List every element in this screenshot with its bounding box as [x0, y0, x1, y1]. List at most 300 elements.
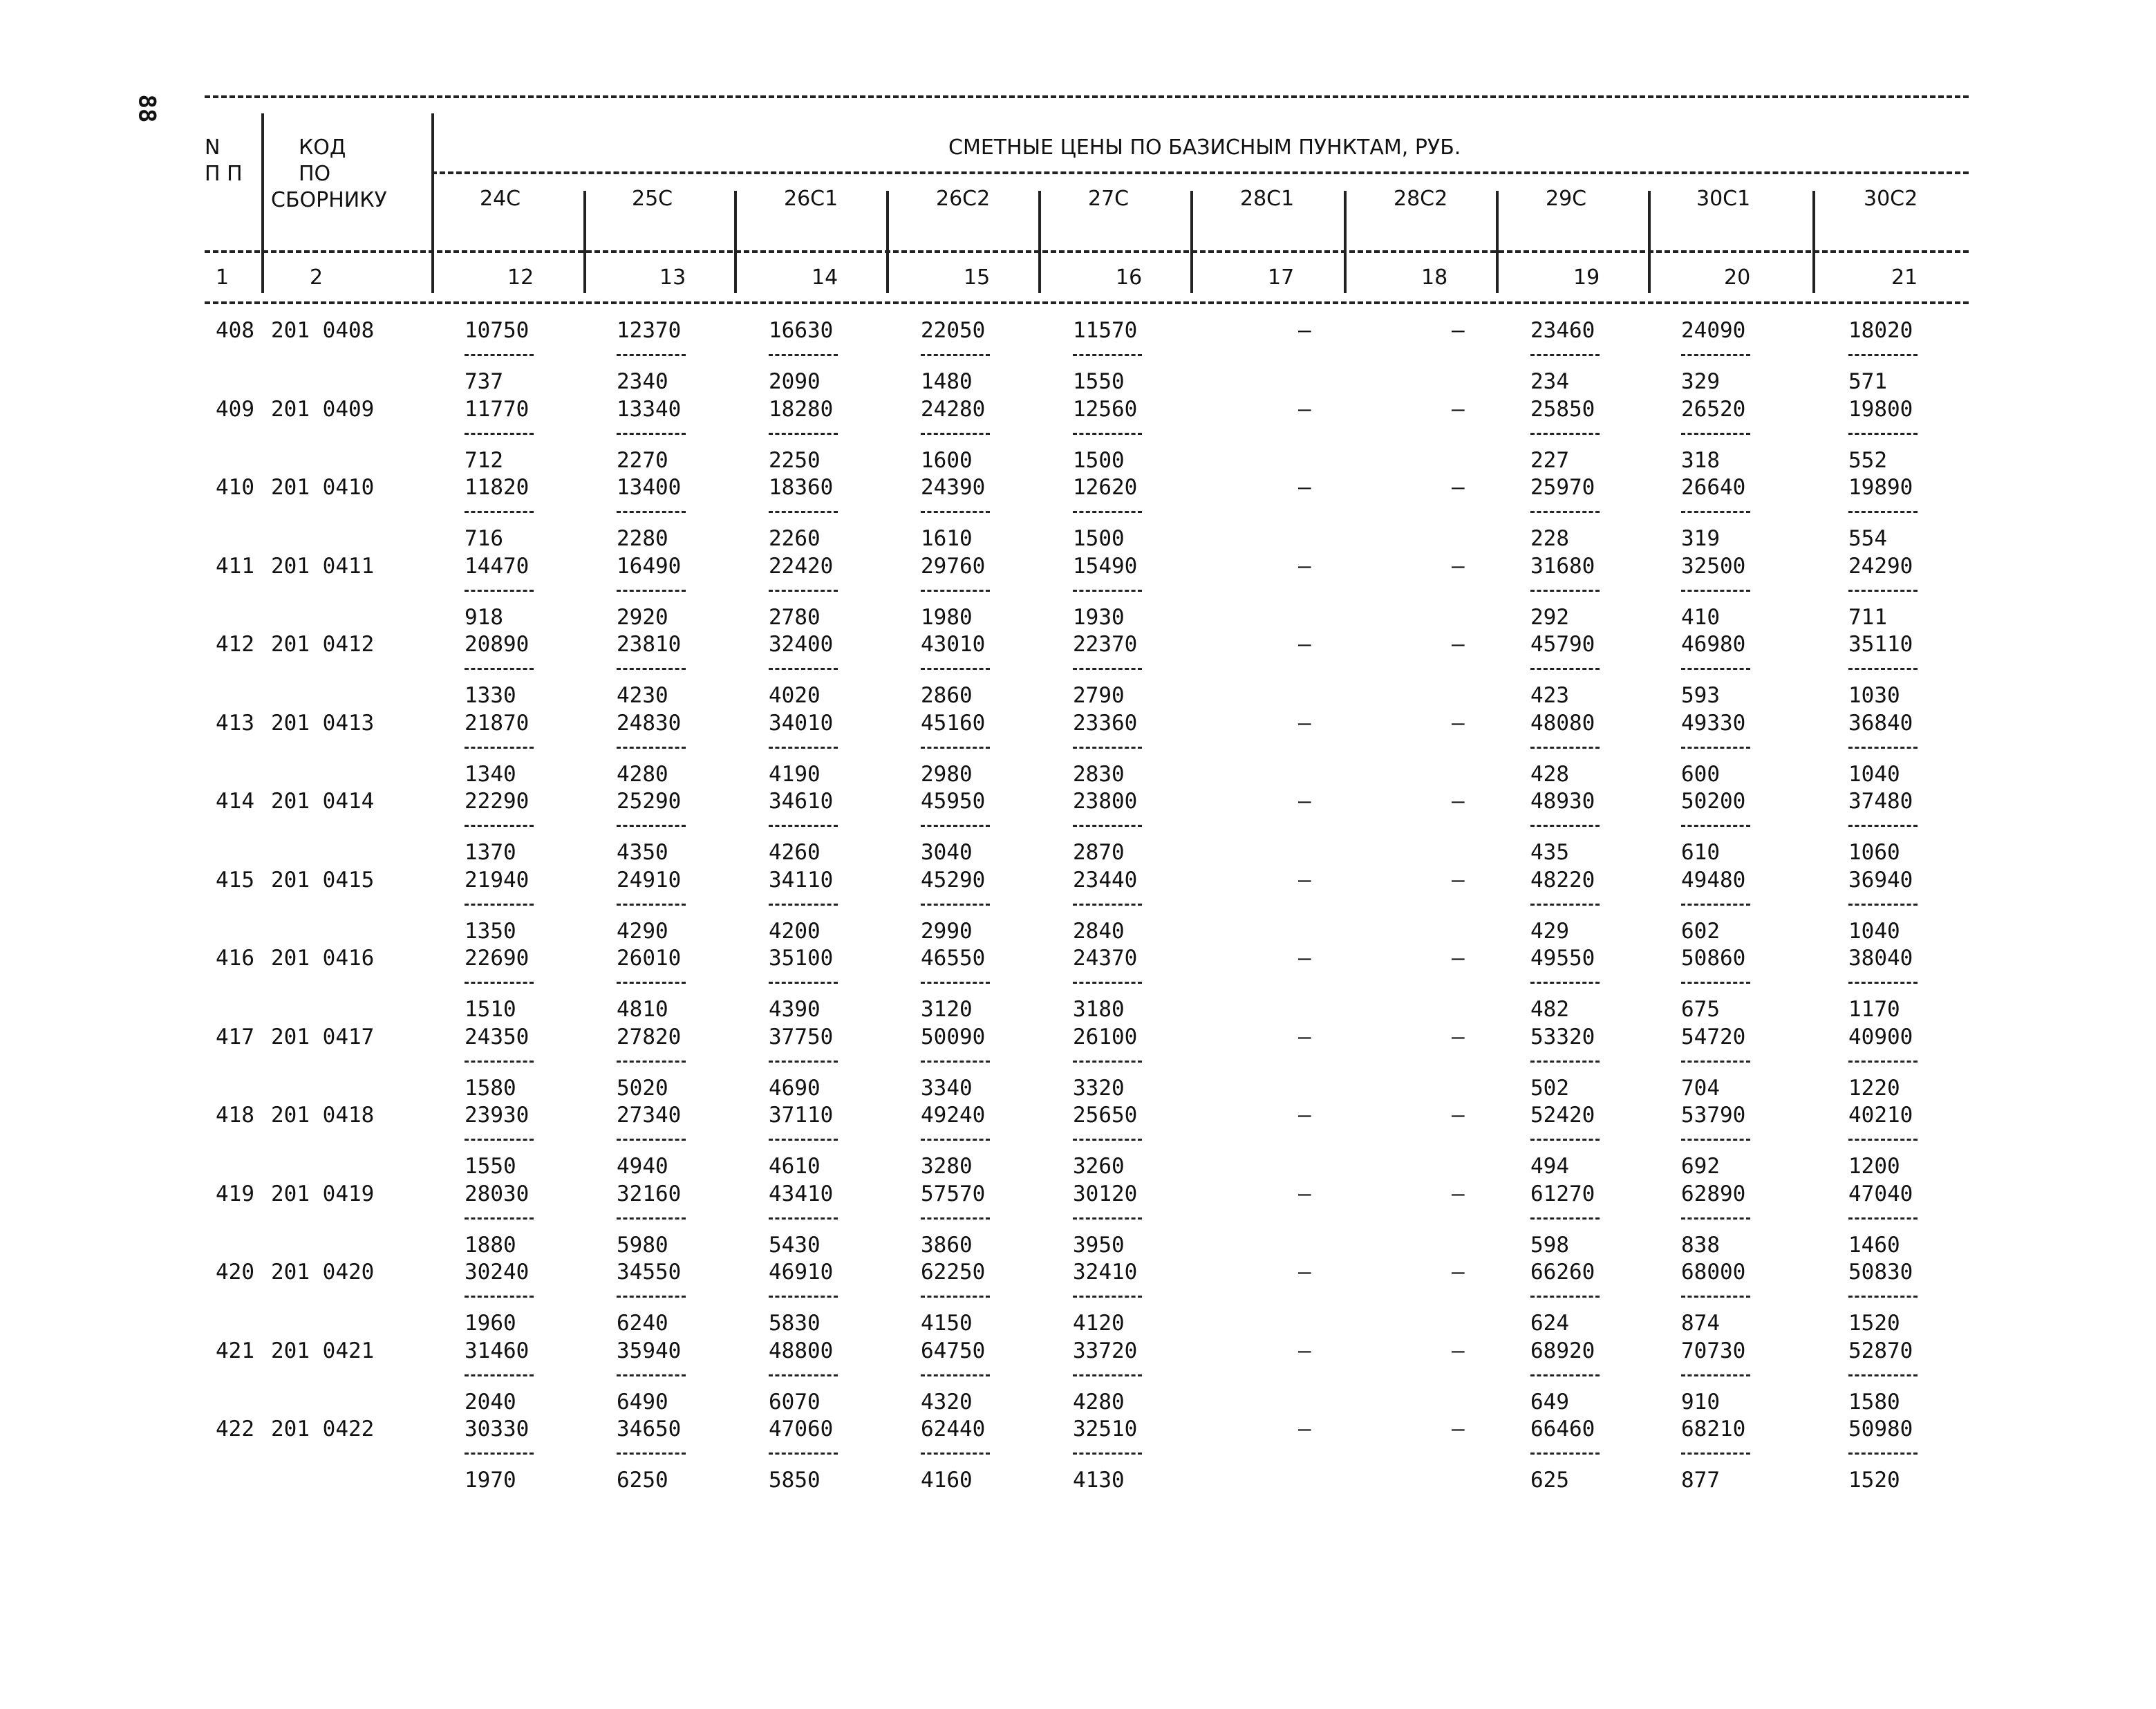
price-value: 21940 [465, 867, 529, 893]
sub-value: 5430 [769, 1232, 821, 1258]
fraction-rule [921, 1061, 990, 1063]
price-value: 70730 [1681, 1338, 1746, 1363]
row-code: 201 0408 [271, 318, 375, 343]
sub-value: 649 [1530, 1389, 1569, 1414]
column-number: 18 [1421, 265, 1448, 290]
sub-value: 1550 [1073, 369, 1125, 394]
price-value: 43410 [769, 1181, 834, 1206]
sub-value: 5020 [617, 1075, 668, 1101]
sub-value: 610 [1681, 840, 1720, 865]
sub-value: 4120 [1073, 1311, 1125, 1336]
row-code: 201 0416 [271, 946, 375, 971]
sub-value: 4130 [1073, 1468, 1125, 1493]
fraction-rule [769, 511, 838, 513]
fraction-rule [1530, 982, 1600, 984]
price-value: 22050 [921, 318, 986, 343]
sub-value: 1970 [465, 1468, 516, 1493]
fraction-rule [617, 1296, 686, 1298]
sub-value: 1060 [1848, 840, 1900, 865]
header-code-1: КОД [299, 136, 346, 160]
fraction-rule [1073, 668, 1142, 670]
price-dash: – [1298, 789, 1311, 814]
sub-value: 675 [1681, 997, 1720, 1022]
fraction-rule [1848, 1139, 1918, 1141]
fraction-rule [769, 1061, 838, 1063]
fraction-rule [1530, 433, 1600, 435]
row-code: 201 0422 [271, 1417, 375, 1441]
price-dash: – [1452, 475, 1465, 500]
price-value: 19890 [1848, 475, 1913, 500]
fraction-rule [617, 1217, 686, 1220]
price-value: 66260 [1530, 1260, 1595, 1285]
price-dash: – [1452, 553, 1465, 579]
sub-value: 4260 [769, 840, 821, 865]
sub-value: 3120 [921, 997, 973, 1022]
price-dash: – [1298, 318, 1311, 343]
fraction-rule [921, 1296, 990, 1298]
sub-value: 4690 [769, 1075, 821, 1101]
fraction-rule [769, 354, 838, 356]
row-number: 418 [216, 1103, 254, 1128]
price-value: 32410 [1073, 1260, 1138, 1285]
price-value: 52420 [1530, 1103, 1595, 1128]
price-value: 49480 [1681, 867, 1746, 893]
price-dash: – [1298, 1417, 1311, 1441]
fraction-rule [1848, 433, 1918, 435]
price-value: 45950 [921, 789, 986, 814]
fraction-rule [921, 904, 990, 906]
header-lower-rule [205, 250, 1969, 253]
sub-value: 1610 [921, 526, 973, 551]
column-number: 16 [1116, 265, 1143, 290]
fraction-rule [1848, 1061, 1918, 1063]
row-number: 421 [216, 1338, 254, 1363]
price-value: 26100 [1073, 1024, 1138, 1049]
sub-value: 1600 [921, 447, 973, 473]
sub-value: 423 [1530, 683, 1569, 708]
sub-value: 704 [1681, 1075, 1720, 1101]
price-value: 23800 [1073, 789, 1138, 814]
sub-value: 4230 [617, 683, 668, 708]
price-value: 25650 [1073, 1103, 1138, 1128]
header-top-rule [205, 95, 1969, 98]
price-value: 52870 [1848, 1338, 1913, 1363]
price-value: 49330 [1681, 710, 1746, 736]
sub-value: 711 [1848, 604, 1887, 630]
row-code: 201 0409 [271, 396, 375, 422]
fraction-rule [1073, 511, 1142, 513]
vbar-price [1344, 191, 1347, 293]
price-dash: – [1452, 789, 1465, 814]
sub-value: 600 [1681, 761, 1720, 787]
sub-value: 1510 [465, 997, 516, 1022]
fraction-rule [1681, 511, 1750, 513]
price-value: 30330 [465, 1417, 529, 1441]
price-value: 27820 [617, 1024, 682, 1049]
fraction-rule [1073, 1296, 1142, 1298]
price-value: 11770 [465, 396, 529, 422]
sub-value: 435 [1530, 840, 1569, 865]
fraction-rule [465, 1453, 534, 1455]
sub-value: 1520 [1848, 1468, 1900, 1493]
page-number: 88 [133, 94, 161, 123]
fraction-rule [465, 1296, 534, 1298]
price-value: 50980 [1848, 1417, 1913, 1441]
price-value: 64750 [921, 1338, 986, 1363]
row-number: 409 [216, 396, 254, 422]
price-value: 16630 [769, 318, 834, 343]
sub-value: 6070 [769, 1389, 821, 1414]
price-col-header: 25С [632, 187, 673, 211]
sub-value: 1370 [465, 840, 516, 865]
price-value: 16490 [617, 553, 682, 579]
price-value: 31680 [1530, 553, 1595, 579]
price-value: 32400 [769, 632, 834, 657]
price-value: 34110 [769, 867, 834, 893]
sub-value: 2780 [769, 604, 821, 630]
fraction-rule [1681, 354, 1750, 356]
column-number: 1 [216, 265, 229, 290]
price-dash: – [1298, 553, 1311, 579]
price-value: 68000 [1681, 1260, 1746, 1285]
price-value: 19800 [1848, 396, 1913, 422]
row-code: 201 0414 [271, 789, 375, 814]
price-value: 38040 [1848, 946, 1913, 971]
sub-value: 3320 [1073, 1075, 1125, 1101]
sub-value: 4200 [769, 918, 821, 944]
sub-value: 737 [465, 369, 503, 394]
row-number: 412 [216, 632, 254, 657]
fraction-rule [617, 1374, 686, 1376]
fraction-rule [1681, 668, 1750, 670]
fraction-rule [1530, 354, 1600, 356]
header-code-3: СБОРНИКУ [271, 188, 387, 212]
header-title: СМЕТНЫЕ ЦЕНЫ ПО БАЗИСНЫМ ПУНКТАМ, РУБ. [948, 136, 1461, 160]
row-number: 419 [216, 1181, 254, 1206]
price-value: 21870 [465, 710, 529, 736]
sub-value: 1930 [1073, 604, 1125, 630]
sub-value: 4150 [921, 1311, 973, 1336]
fraction-rule [465, 590, 534, 592]
price-dash: – [1298, 710, 1311, 736]
sub-value: 2870 [1073, 840, 1125, 865]
price-value: 34610 [769, 789, 834, 814]
fraction-rule [617, 1139, 686, 1141]
fraction-rule [1848, 1217, 1918, 1220]
sub-value: 877 [1681, 1468, 1720, 1493]
sub-value: 4390 [769, 997, 821, 1022]
price-value: 18020 [1848, 318, 1913, 343]
column-number: 13 [659, 265, 686, 290]
fraction-rule [1848, 590, 1918, 592]
fraction-rule [769, 1217, 838, 1220]
fraction-rule [1681, 590, 1750, 592]
price-value: 54720 [1681, 1024, 1746, 1049]
column-number: 2 [310, 265, 324, 290]
price-dash: – [1452, 867, 1465, 893]
fraction-rule [465, 354, 534, 356]
sub-value: 319 [1681, 526, 1720, 551]
header-pp: П П [205, 162, 243, 186]
fraction-rule [1681, 1296, 1750, 1298]
sub-value: 6240 [617, 1311, 668, 1336]
price-value: 12370 [617, 318, 682, 343]
sub-value: 318 [1681, 447, 1720, 473]
price-dash: – [1452, 1103, 1465, 1128]
sub-value: 2840 [1073, 918, 1125, 944]
vbar-price [1496, 191, 1499, 293]
sub-value: 5830 [769, 1311, 821, 1336]
sub-value: 1040 [1848, 761, 1900, 787]
price-value: 32500 [1681, 553, 1746, 579]
column-number: 20 [1724, 265, 1751, 290]
price-dash: – [1452, 1181, 1465, 1206]
price-value: 66460 [1530, 1417, 1595, 1441]
fraction-rule [1530, 904, 1600, 906]
sub-value: 1480 [921, 369, 973, 394]
vbar-price [1812, 191, 1815, 293]
price-value: 35940 [617, 1338, 682, 1363]
column-number: 17 [1268, 265, 1295, 290]
fraction-rule [465, 433, 534, 435]
sub-value: 502 [1530, 1075, 1569, 1101]
header-code-2: ПО [299, 162, 331, 186]
sub-value: 4940 [617, 1154, 668, 1179]
price-col-header: 26С2 [936, 187, 991, 211]
sub-value: 3950 [1073, 1232, 1125, 1258]
vbar-col2 [431, 113, 434, 293]
price-value: 22370 [1073, 632, 1138, 657]
price-value: 46980 [1681, 632, 1746, 657]
price-value: 35100 [769, 946, 834, 971]
sub-value: 554 [1848, 526, 1887, 551]
fraction-rule [1530, 1374, 1600, 1376]
price-dash: – [1298, 1024, 1311, 1049]
price-value: 26640 [1681, 475, 1746, 500]
fraction-rule [1681, 433, 1750, 435]
price-value: 68210 [1681, 1417, 1746, 1441]
price-value: 26520 [1681, 396, 1746, 422]
fraction-rule [921, 982, 990, 984]
price-value: 27340 [617, 1103, 682, 1128]
sub-value: 4160 [921, 1468, 973, 1493]
fraction-rule [465, 1139, 534, 1141]
fraction-rule [617, 1061, 686, 1063]
sub-value: 598 [1530, 1232, 1569, 1258]
price-value: 26010 [617, 946, 682, 971]
price-col-header: 28С2 [1394, 187, 1448, 211]
sub-value: 329 [1681, 369, 1720, 394]
row-number: 411 [216, 553, 254, 579]
price-value: 23930 [465, 1103, 529, 1128]
fraction-rule [1073, 747, 1142, 749]
price-dash: – [1298, 867, 1311, 893]
header-n: N [205, 136, 221, 160]
fraction-rule [1530, 1453, 1600, 1455]
sub-value: 2040 [465, 1389, 516, 1414]
fraction-rule [1530, 668, 1600, 670]
sub-value: 910 [1681, 1389, 1720, 1414]
row-code: 201 0412 [271, 632, 375, 657]
column-number: 19 [1573, 265, 1600, 290]
price-value: 14470 [465, 553, 529, 579]
price-value: 18280 [769, 396, 834, 422]
sub-value: 625 [1530, 1468, 1569, 1493]
price-value: 25290 [617, 789, 682, 814]
fraction-rule [921, 590, 990, 592]
sub-value: 6250 [617, 1468, 668, 1493]
sub-value: 4280 [1073, 1389, 1125, 1414]
price-value: 12620 [1073, 475, 1138, 500]
sub-value: 1350 [465, 918, 516, 944]
sub-value: 5850 [769, 1468, 821, 1493]
price-value: 20890 [465, 632, 529, 657]
fraction-rule [617, 747, 686, 749]
row-number: 408 [216, 318, 254, 343]
price-value: 34650 [617, 1417, 682, 1441]
price-dash: – [1452, 318, 1465, 343]
sub-value: 1170 [1848, 997, 1900, 1022]
row-code: 201 0415 [271, 867, 375, 893]
fraction-rule [1530, 590, 1600, 592]
sub-value: 1980 [921, 604, 973, 630]
fraction-rule [921, 354, 990, 356]
sub-value: 1550 [465, 1154, 516, 1179]
fraction-rule [769, 1296, 838, 1298]
price-value: 50200 [1681, 789, 1746, 814]
price-dash: – [1298, 1260, 1311, 1285]
price-dash: – [1298, 1338, 1311, 1363]
sub-value: 552 [1848, 447, 1887, 473]
price-value: 61270 [1530, 1181, 1595, 1206]
sub-value: 1330 [465, 683, 516, 708]
sub-value: 3180 [1073, 997, 1125, 1022]
price-value: 46910 [769, 1260, 834, 1285]
price-value: 13340 [617, 396, 682, 422]
price-col-header: 28С1 [1240, 187, 1295, 211]
sub-value: 593 [1681, 683, 1720, 708]
fraction-rule [1848, 1453, 1918, 1455]
vbar-price [1190, 191, 1193, 293]
price-value: 24370 [1073, 946, 1138, 971]
price-value: 22420 [769, 553, 834, 579]
sub-value: 2250 [769, 447, 821, 473]
fraction-rule [1530, 1217, 1600, 1220]
fraction-rule [921, 747, 990, 749]
fraction-rule [921, 825, 990, 827]
fraction-rule [1848, 1374, 1918, 1376]
fraction-rule [921, 1217, 990, 1220]
sub-value: 4190 [769, 761, 821, 787]
fraction-rule [1848, 747, 1918, 749]
fraction-rule [1073, 590, 1142, 592]
fraction-rule [1073, 1061, 1142, 1063]
sub-value: 3260 [1073, 1154, 1125, 1179]
fraction-rule [1848, 511, 1918, 513]
price-value: 24390 [921, 475, 986, 500]
sub-value: 874 [1681, 1311, 1720, 1336]
sub-value: 1500 [1073, 526, 1125, 551]
sub-value: 624 [1530, 1311, 1569, 1336]
price-value: 24280 [921, 396, 986, 422]
price-dash: – [1298, 1181, 1311, 1206]
price-value: 37750 [769, 1024, 834, 1049]
fraction-rule [1848, 668, 1918, 670]
fraction-rule [1073, 1217, 1142, 1220]
price-value: 53790 [1681, 1103, 1746, 1128]
row-number: 417 [216, 1024, 254, 1049]
fraction-rule [617, 825, 686, 827]
price-value: 24090 [1681, 318, 1746, 343]
price-value: 30120 [1073, 1181, 1138, 1206]
price-value: 53320 [1530, 1024, 1595, 1049]
sub-value: 2280 [617, 526, 668, 551]
fraction-rule [1530, 747, 1600, 749]
sub-value: 3340 [921, 1075, 973, 1101]
fraction-rule [921, 1374, 990, 1376]
row-code: 201 0413 [271, 710, 375, 736]
sub-value: 1520 [1848, 1311, 1900, 1336]
price-value: 45790 [1530, 632, 1595, 657]
fraction-rule [1681, 825, 1750, 827]
sub-value: 3280 [921, 1154, 973, 1179]
fraction-rule [465, 668, 534, 670]
fraction-rule [769, 590, 838, 592]
fraction-rule [921, 668, 990, 670]
fraction-rule [617, 433, 686, 435]
row-code: 201 0418 [271, 1103, 375, 1128]
sub-value: 2920 [617, 604, 668, 630]
sub-value: 228 [1530, 526, 1569, 551]
price-value: 45290 [921, 867, 986, 893]
price-dash: – [1298, 946, 1311, 971]
fraction-rule [1530, 511, 1600, 513]
fraction-rule [1848, 825, 1918, 827]
price-dash: – [1452, 396, 1465, 422]
column-number: 21 [1891, 265, 1918, 290]
sub-value: 4810 [617, 997, 668, 1022]
sub-value: 3040 [921, 840, 973, 865]
column-number: 14 [812, 265, 838, 290]
sub-value: 410 [1681, 604, 1720, 630]
price-value: 37480 [1848, 789, 1913, 814]
price-value: 15490 [1073, 553, 1138, 579]
row-number: 415 [216, 867, 254, 893]
fraction-rule [1681, 1374, 1750, 1376]
sub-value: 1200 [1848, 1154, 1900, 1179]
sub-value: 4280 [617, 761, 668, 787]
price-value: 49240 [921, 1103, 986, 1128]
price-value: 25850 [1530, 396, 1595, 422]
sub-value: 3860 [921, 1232, 973, 1258]
fraction-rule [1848, 354, 1918, 356]
sub-value: 716 [465, 526, 503, 551]
price-value: 23440 [1073, 867, 1138, 893]
fraction-rule [465, 1374, 534, 1376]
fraction-rule [617, 668, 686, 670]
row-code: 201 0419 [271, 1181, 375, 1206]
price-value: 48800 [769, 1338, 834, 1363]
fraction-rule [769, 982, 838, 984]
price-value: 13400 [617, 475, 682, 500]
fraction-rule [1530, 1296, 1600, 1298]
fraction-rule [769, 433, 838, 435]
sub-value: 4350 [617, 840, 668, 865]
price-dash: – [1298, 1103, 1311, 1128]
price-value: 45160 [921, 710, 986, 736]
fraction-rule [465, 511, 534, 513]
price-value: 47040 [1848, 1181, 1913, 1206]
